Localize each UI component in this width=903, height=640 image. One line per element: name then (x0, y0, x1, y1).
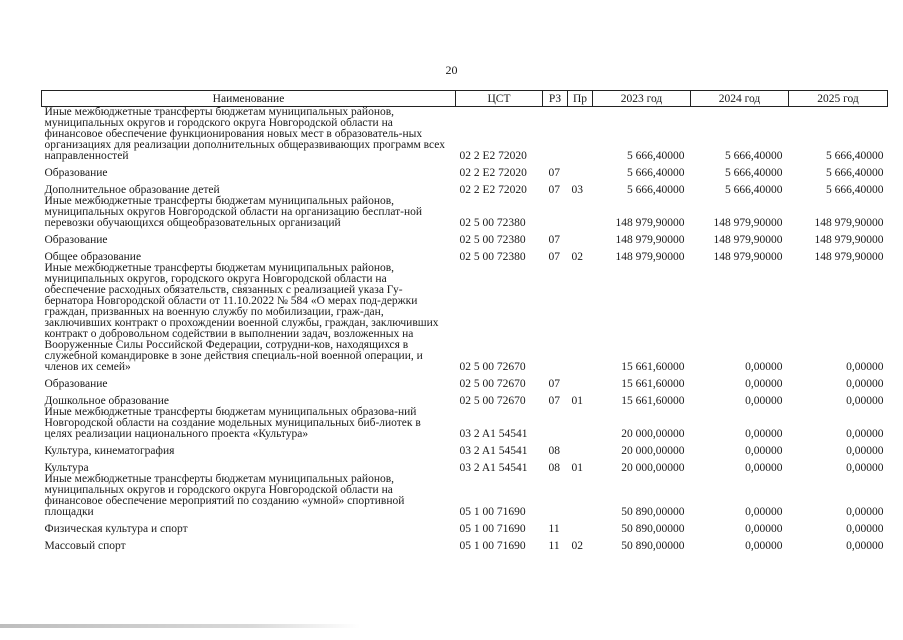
row-2023: 20 000,00000 (621, 445, 685, 457)
row-cst: 02 5 00 72380 (459, 234, 526, 246)
table-row (42, 179, 888, 196)
row-2024: 148 979,90000 (713, 234, 783, 246)
table-row (42, 263, 888, 373)
row-pr (568, 263, 593, 373)
row-pr: 02 (571, 540, 583, 552)
row-pr (568, 107, 593, 163)
row-cst: 02 2 E2 72020 (459, 167, 527, 179)
table-row (42, 440, 888, 457)
row-pr (568, 229, 593, 246)
row-name: Дополнительное образование детей (44, 184, 220, 196)
row-cst: 03 2 A1 54541 (459, 462, 528, 474)
row-cst: 05 1 00 71690 (459, 540, 526, 552)
row-rz (543, 407, 568, 440)
table-row (42, 196, 888, 229)
row-2023: 20 000,00000 (621, 428, 685, 440)
row-2023: 148 979,90000 (615, 217, 685, 229)
row-cst: 02 5 00 72380 (459, 217, 526, 229)
row-name: Образование (44, 234, 108, 246)
row-2025: 0,00000 (846, 361, 884, 373)
row-name: Физическая культура и спорт (44, 523, 188, 535)
row-2024: 5 666,40000 (725, 167, 783, 179)
row-2025: 5 666,40000 (826, 150, 884, 162)
row-name: Образование (44, 167, 108, 179)
row-cst: 02 2 E2 72020 (459, 150, 527, 162)
row-rz: 07 (548, 167, 560, 179)
row-2025: 0,00000 (846, 445, 884, 457)
table-row (42, 373, 888, 390)
header-name: Наименование (42, 91, 456, 107)
header-rz: РЗ (543, 91, 568, 107)
row-pr (568, 373, 593, 390)
row-name: Культура, кинематография (44, 445, 175, 457)
row-rz (543, 107, 568, 163)
row-2023: 15 661,60000 (621, 395, 685, 407)
row-2024: 5 666,40000 (725, 184, 783, 196)
row-cst: 02 5 00 72380 (459, 251, 526, 263)
row-cst: 02 5 00 72670 (459, 395, 526, 407)
row-2025: 5 666,40000 (826, 167, 884, 179)
row-2025: 0,00000 (846, 523, 884, 535)
row-rz: 07 (548, 234, 560, 246)
row-2025: 0,00000 (846, 378, 884, 390)
row-2023: 15 661,60000 (621, 378, 685, 390)
row-2025: 0,00000 (846, 462, 884, 474)
row-name: Массовый спорт (44, 540, 126, 552)
row-cst: 02 2 E2 72020 (459, 184, 527, 196)
row-pr: 01 (571, 462, 583, 474)
page-number: 20 (445, 63, 458, 77)
row-pr (568, 518, 593, 535)
row-name: Культура (44, 462, 89, 474)
row-cst: 02 5 00 72670 (459, 378, 526, 390)
row-2023: 148 979,90000 (615, 251, 685, 263)
row-2023: 5 666,40000 (627, 150, 685, 162)
table-row (42, 162, 888, 179)
row-pr (568, 162, 593, 179)
header-cst: ЦСТ (456, 91, 543, 107)
row-cst: 02 5 00 72670 (459, 361, 526, 373)
header-2023: 2023 год (593, 91, 691, 107)
row-2025: 148 979,90000 (814, 217, 884, 229)
table-header-row (42, 91, 888, 107)
row-2024: 0,00000 (745, 506, 783, 518)
table-row (42, 229, 888, 246)
row-2023: 50 890,00000 (621, 540, 685, 552)
row-pr (568, 440, 593, 457)
row-name: Образование (44, 378, 108, 390)
row-rz (543, 263, 568, 373)
row-2024: 0,00000 (745, 395, 783, 407)
row-rz: 08 (548, 445, 560, 457)
row-2024: 0,00000 (745, 428, 783, 440)
row-2024: 5 666,40000 (725, 150, 783, 162)
table-row (42, 407, 888, 440)
header-2024: 2024 год (691, 91, 789, 107)
row-name: Иные межбюджетные трансферты бюджетам муниципальных районов, муниципальных округов Новгородской области на организацию бесплат-ной перевозки обучающихся общеобразовательных организаций (44, 195, 423, 229)
row-2024: 0,00000 (745, 523, 783, 535)
row-pr (568, 196, 593, 229)
header-2025: 2025 год (789, 91, 888, 107)
row-rz: 07 (548, 184, 560, 196)
row-pr (568, 474, 593, 518)
row-cst: 05 1 00 71690 (459, 523, 526, 535)
row-2025: 5 666,40000 (826, 184, 884, 196)
row-cst: 03 2 A1 54541 (459, 445, 528, 457)
row-name: Иные межбюджетные трансферты бюджетам муниципальных районов, муниципальных округов и городского округа Новгородской области на финансовое обеспечение функционирования новых мест в образователь-ных организациях для реализации дополнительных общеразвивающих программ всех направленностей (44, 106, 445, 162)
row-name: Общее образование (44, 251, 142, 263)
row-rz (543, 196, 568, 229)
row-rz: 07 (548, 395, 560, 407)
row-2023: 5 666,40000 (627, 184, 685, 196)
row-2024: 148 979,90000 (713, 217, 783, 229)
row-2023: 15 661,60000 (621, 361, 685, 373)
row-pr: 01 (571, 395, 583, 407)
row-name: Иные межбюджетные трансферты бюджетам муниципальных районов, муниципальных округов и городского округа Новгородской области на финансовое обеспечение мероприятий по созданию «умной» спортивной площадки (44, 473, 405, 518)
table-row (42, 518, 888, 535)
row-pr: 03 (571, 184, 583, 196)
row-name: Иные межбюджетные трансферты бюджетам муниципальных образова-ний Новгородской области на создание модельных муниципальных биб-лиотек в целях реализации национального проекта «Культура» (44, 406, 421, 440)
table-row (42, 535, 888, 552)
row-2025: 0,00000 (846, 395, 884, 407)
row-2024: 0,00000 (745, 445, 783, 457)
row-2025: 0,00000 (846, 540, 884, 552)
row-2023: 5 666,40000 (627, 167, 685, 179)
row-rz (543, 474, 568, 518)
table-row (42, 474, 888, 518)
row-rz: 07 (548, 251, 560, 263)
row-2023: 20 000,00000 (621, 462, 685, 474)
row-rz: 11 (548, 540, 560, 552)
row-2024: 148 979,90000 (713, 251, 783, 263)
row-2024: 0,00000 (745, 462, 783, 474)
row-rz: 07 (548, 378, 560, 390)
budget-table (41, 90, 888, 552)
row-rz: 08 (548, 462, 560, 474)
row-cst: 05 1 00 71690 (459, 506, 526, 518)
row-2025: 0,00000 (846, 428, 884, 440)
row-cst: 03 2 A1 54541 (459, 428, 528, 440)
row-name: Дошкольное образование (44, 395, 170, 407)
row-pr: 02 (571, 251, 583, 263)
row-2023: 50 890,00000 (621, 523, 685, 535)
table-row (42, 107, 888, 163)
row-2024: 0,00000 (745, 378, 783, 390)
header-pr: Пр (568, 91, 593, 107)
row-2024: 0,00000 (745, 361, 783, 373)
row-2024: 0,00000 (745, 540, 783, 552)
row-pr (568, 407, 593, 440)
table-row (42, 390, 888, 407)
row-2023: 50 890,00000 (621, 506, 685, 518)
row-2023: 148 979,90000 (615, 234, 685, 246)
row-name: Иные межбюджетные трансферты бюджетам муниципальных районов, муниципальных округов, городского округа Новгородской области на обеспечение расходных обязательств, связанных с реализацией указа Гу-бернатора Новгородской области от 11.10.2022 № 584 «О мерах под-держки граждан, призванных на военную службу по мобилизации, граж-дан, заключивших контракт о прохождении военной службы, граждан, заключивших контракт о добровольном содействии в выполнении задач, возложенных на Вооруженные Силы Российской Федерации, сотрудни-ков, находящихся в служебной командировке в зоне действия специаль-ной военной операции, и членов их семей» (44, 262, 439, 373)
scan-edge-mark (0, 624, 360, 628)
row-2025: 148 979,90000 (814, 234, 884, 246)
row-2025: 0,00000 (846, 506, 884, 518)
row-2025: 148 979,90000 (814, 251, 884, 263)
table-row (42, 246, 888, 263)
row-rz: 11 (548, 523, 560, 535)
table-row (42, 457, 888, 474)
